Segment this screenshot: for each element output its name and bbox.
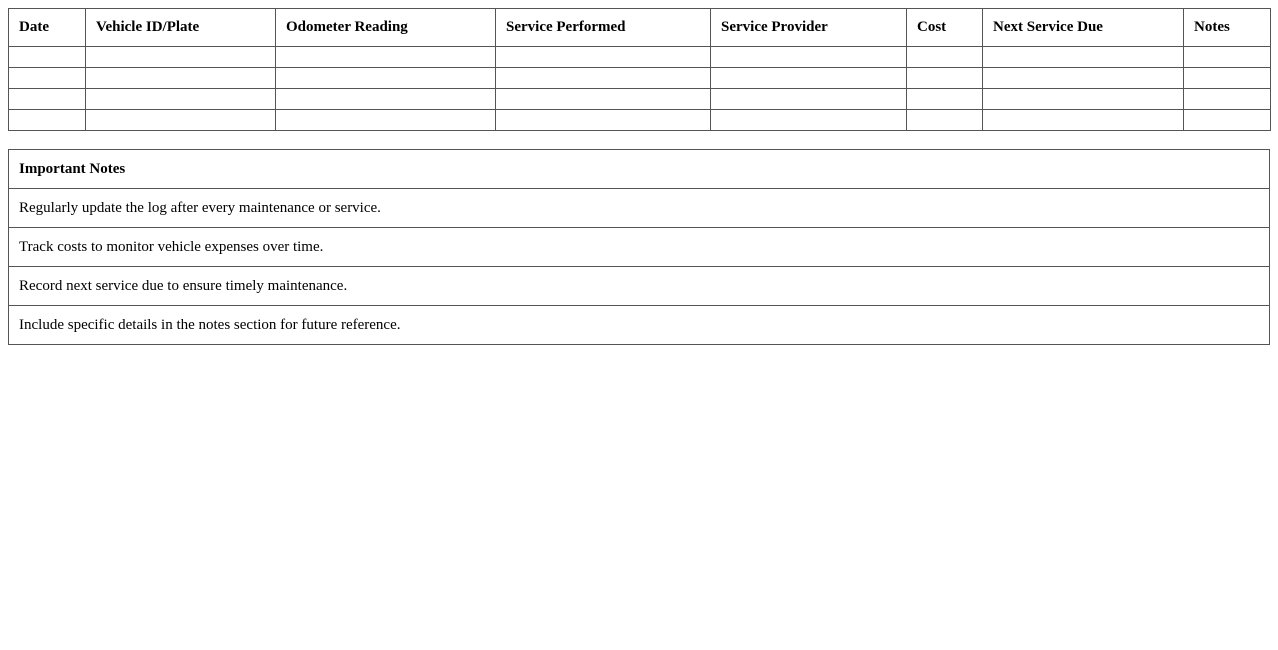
table-cell[interactable] xyxy=(9,47,86,68)
note-text: Regularly update the log after every maintenance or service. xyxy=(9,189,1270,228)
column-header-next-service: Next Service Due xyxy=(983,9,1184,47)
table-cell[interactable] xyxy=(9,89,86,110)
list-item xyxy=(9,267,1270,306)
note-text: Include specific details in the notes section for future reference. xyxy=(9,306,1270,345)
table-cell[interactable] xyxy=(9,110,86,131)
table-cell[interactable] xyxy=(86,68,276,89)
table-row xyxy=(9,68,1271,89)
table-row xyxy=(9,47,1271,68)
table-cell[interactable] xyxy=(907,68,983,89)
table-row xyxy=(9,89,1271,110)
table-cell[interactable] xyxy=(1184,68,1271,89)
table-cell[interactable] xyxy=(276,68,496,89)
table-cell[interactable] xyxy=(86,89,276,110)
column-header-vehicle-id: Vehicle ID/Plate xyxy=(86,9,276,47)
table-cell[interactable] xyxy=(86,47,276,68)
list-item xyxy=(9,306,1270,345)
table-cell[interactable] xyxy=(86,110,276,131)
list-item xyxy=(9,228,1270,267)
column-header-date: Date xyxy=(9,9,86,47)
table-cell[interactable] xyxy=(907,110,983,131)
table-row xyxy=(9,110,1271,131)
table-cell[interactable] xyxy=(711,110,907,131)
table-cell[interactable] xyxy=(1184,89,1271,110)
table-cell[interactable] xyxy=(983,47,1184,68)
table-cell[interactable] xyxy=(907,89,983,110)
table-cell[interactable] xyxy=(983,110,1184,131)
notes-header-row xyxy=(9,150,1270,189)
list-item xyxy=(9,189,1270,228)
column-header-service-performed: Service Performed xyxy=(496,9,711,47)
table-cell[interactable] xyxy=(276,47,496,68)
note-text: Track costs to monitor vehicle expenses over time. xyxy=(9,228,1270,267)
table-cell[interactable] xyxy=(907,47,983,68)
table-cell[interactable] xyxy=(496,47,711,68)
table-cell[interactable] xyxy=(9,68,86,89)
table-cell[interactable] xyxy=(496,110,711,131)
table-cell[interactable] xyxy=(1184,110,1271,131)
table-cell[interactable] xyxy=(276,89,496,110)
table-cell[interactable] xyxy=(1184,47,1271,68)
notes-heading: Important Notes xyxy=(9,150,1270,189)
maintenance-log-table xyxy=(8,8,1271,131)
column-header-cost: Cost xyxy=(907,9,983,47)
column-header-service-provider: Service Provider xyxy=(711,9,907,47)
table-cell[interactable] xyxy=(711,89,907,110)
table-cell[interactable] xyxy=(711,47,907,68)
important-notes-table xyxy=(8,149,1270,345)
table-cell[interactable] xyxy=(496,89,711,110)
table-cell[interactable] xyxy=(983,89,1184,110)
table-cell[interactable] xyxy=(276,110,496,131)
column-header-notes: Notes xyxy=(1184,9,1271,47)
table-cell[interactable] xyxy=(711,68,907,89)
table-cell[interactable] xyxy=(496,68,711,89)
table-header-row xyxy=(9,9,1271,47)
note-text: Record next service due to ensure timely maintenance. xyxy=(9,267,1270,306)
column-header-odometer: Odometer Reading xyxy=(276,9,496,47)
table-cell[interactable] xyxy=(983,68,1184,89)
